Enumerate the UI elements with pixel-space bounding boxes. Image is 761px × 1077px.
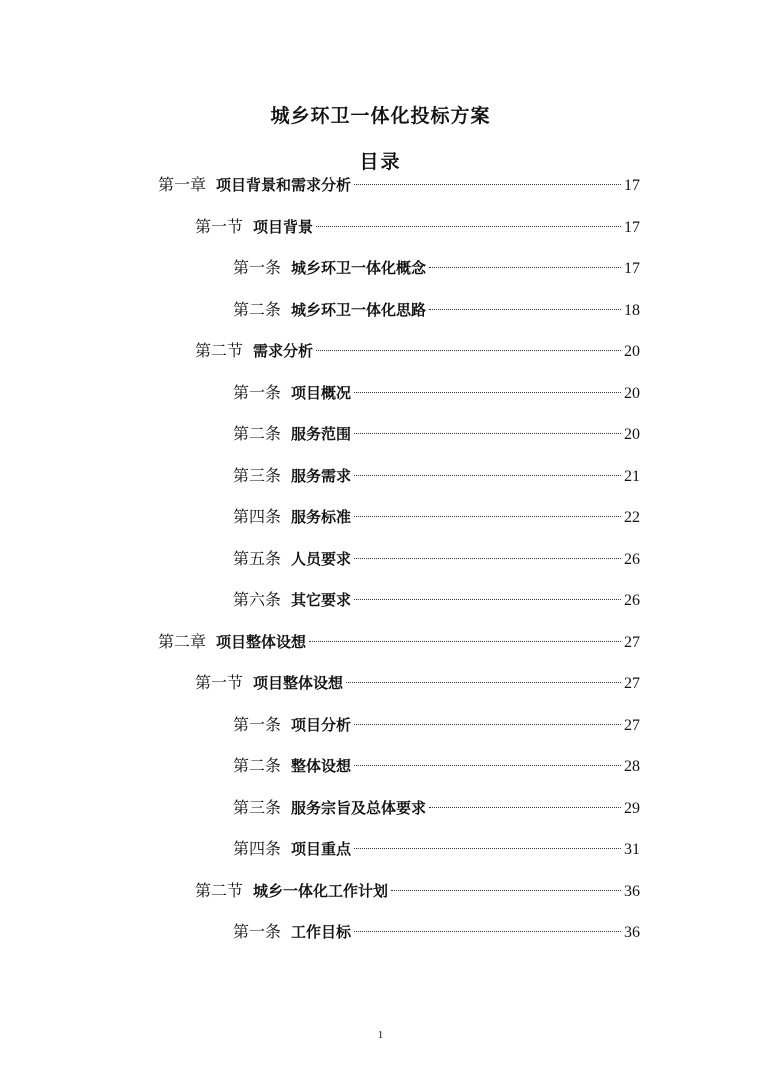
toc-entry-page: 26 [624, 592, 640, 609]
toc-dot-leader [354, 848, 621, 849]
toc-dot-leader [429, 807, 621, 808]
toc-entry-title: 其它要求 [291, 591, 352, 609]
toc-entry-title: 城乡环卫一体化思路 [291, 301, 427, 319]
toc-dot-leader [354, 392, 621, 393]
toc-entry-title: 城乡环卫一体化概念 [291, 259, 427, 277]
page-number: 1 [377, 1029, 384, 1041]
toc-entry-number: 第三条 [233, 798, 282, 817]
toc-entry[interactable] [233, 381, 640, 405]
toc-entry[interactable] [233, 505, 640, 529]
toc-entry-title: 服务范围 [291, 425, 352, 443]
toc-entry-page: 20 [624, 426, 640, 443]
toc-entry[interactable] [233, 422, 640, 446]
toc-entry-page: 22 [624, 509, 640, 526]
toc-entry-number: 第三条 [233, 466, 282, 485]
toc-entry-title: 项目背景和需求分析 [216, 176, 352, 194]
toc-entry-title: 城乡一体化工作计划 [253, 882, 389, 900]
toc-dot-leader [354, 931, 621, 932]
toc-dot-leader [391, 890, 621, 891]
toc-entry-page: 36 [624, 883, 640, 900]
toc-dot-leader [354, 475, 621, 476]
toc-entry-number: 第四条 [233, 839, 282, 858]
toc-entry-page: 29 [624, 800, 640, 817]
toc-entry-page: 27 [624, 634, 640, 651]
toc-entry-page: 18 [624, 302, 640, 319]
toc-entry[interactable] [233, 754, 640, 778]
toc-entry-title: 项目分析 [291, 716, 352, 734]
toc-entry[interactable] [233, 713, 640, 737]
toc-dot-leader [354, 433, 621, 434]
toc-entry-number: 第一条 [233, 258, 282, 277]
toc-entry[interactable] [195, 879, 640, 903]
toc-entry[interactable] [195, 339, 640, 363]
toc-dot-leader [354, 184, 621, 185]
toc-entry-page: 20 [624, 385, 640, 402]
document-title: 城乡环卫一体化投标方案 [270, 105, 491, 127]
toc-entry-page: 20 [624, 343, 640, 360]
toc-dot-leader [429, 267, 621, 268]
toc-entry-number: 第二条 [233, 756, 282, 775]
toc-entry-number: 第六条 [233, 590, 282, 609]
toc-entry[interactable] [158, 630, 640, 654]
toc-entry-title: 服务宗旨及总体要求 [291, 799, 427, 817]
toc-entry-number: 第四条 [233, 507, 282, 526]
toc-dot-leader [354, 599, 621, 600]
toc-entry[interactable] [233, 547, 640, 571]
toc-entry[interactable] [233, 464, 640, 488]
toc-entry-number: 第二节 [195, 881, 244, 900]
toc-entry-title: 整体设想 [291, 757, 352, 775]
toc-entry[interactable] [233, 588, 640, 612]
toc-entry-title: 项目整体设想 [216, 633, 307, 651]
toc-entry-page: 17 [624, 219, 640, 236]
toc-entry-title: 项目重点 [291, 840, 352, 858]
toc-dot-leader [354, 724, 621, 725]
toc-entry[interactable] [195, 671, 640, 695]
toc-heading: 目录 [359, 151, 402, 173]
toc-entry-title: 项目背景 [253, 218, 314, 236]
toc-entry-page: 27 [624, 717, 640, 734]
toc-dot-leader [309, 641, 621, 642]
toc-entry-page: 31 [624, 841, 640, 858]
toc-entry-number: 第一节 [195, 673, 244, 692]
toc-entry-number: 第二节 [195, 341, 244, 360]
toc-entry-number: 第二章 [158, 632, 207, 651]
toc-dot-leader [316, 226, 621, 227]
toc-entry-page: 26 [624, 551, 640, 568]
toc-entry-title: 人员要求 [291, 550, 352, 568]
toc-dot-leader [354, 516, 621, 517]
toc-entry[interactable] [233, 256, 640, 280]
toc-entry-title: 工作目标 [291, 923, 352, 941]
toc-entry[interactable] [158, 173, 640, 197]
toc-dot-leader [316, 350, 621, 351]
toc-entry-number: 第二条 [233, 300, 282, 319]
toc-entry-number: 第五条 [233, 549, 282, 568]
toc-entry-page: 28 [624, 758, 640, 775]
toc-dot-leader [354, 765, 621, 766]
toc-entry[interactable] [233, 837, 640, 861]
toc-entry-title: 项目概况 [291, 384, 352, 402]
toc-entry-title: 服务标准 [291, 508, 352, 526]
toc-entry-page: 21 [624, 468, 640, 485]
toc-entry-page: 17 [624, 177, 640, 194]
toc-entry-number: 第一条 [233, 715, 282, 734]
toc-entry-number: 第一条 [233, 383, 282, 402]
toc-entry-number: 第一章 [158, 175, 207, 194]
toc-dot-leader [346, 682, 621, 683]
toc-entry-page: 36 [624, 924, 640, 941]
toc-entry[interactable] [233, 920, 640, 944]
toc-entry-number: 第二条 [233, 424, 282, 443]
toc-dot-leader [354, 558, 621, 559]
toc-entry-title: 服务需求 [291, 467, 352, 485]
toc-entry-page: 17 [624, 260, 640, 277]
toc-entry-page: 27 [624, 675, 640, 692]
toc-entry-number: 第一节 [195, 217, 244, 236]
toc-entry[interactable] [233, 796, 640, 820]
toc-entry-title: 项目整体设想 [253, 674, 344, 692]
toc-entry[interactable] [233, 298, 640, 322]
toc-entry-number: 第一条 [233, 922, 282, 941]
toc-entry[interactable] [195, 215, 640, 239]
toc-dot-leader [429, 309, 621, 310]
toc-entry-title: 需求分析 [253, 342, 314, 360]
